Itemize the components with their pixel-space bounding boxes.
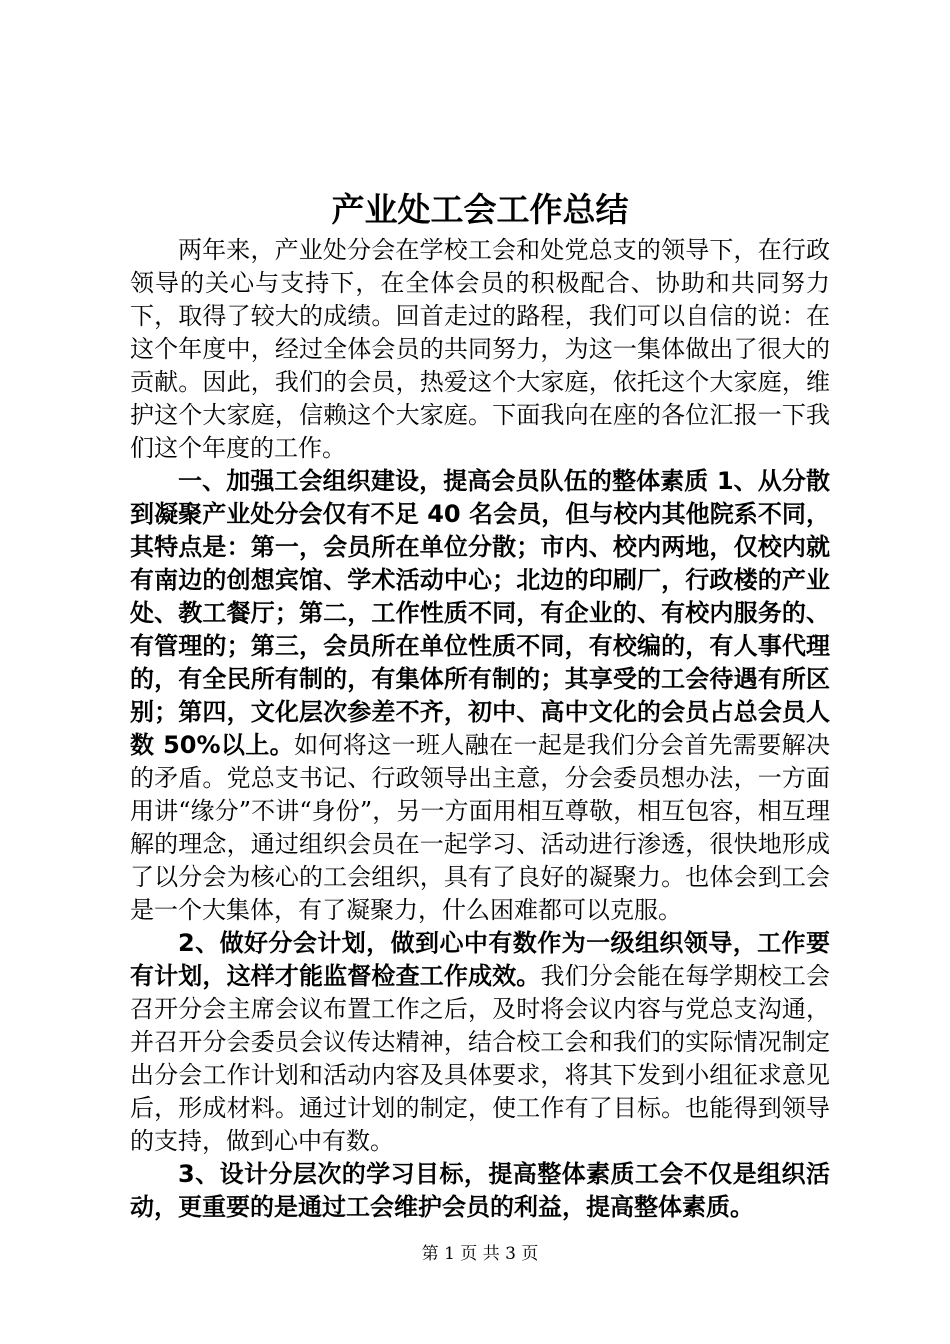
paragraph-text: 我们分会能在每学期校工会召开分会主席会议布置工作之后，及时将会议内容与党总支沟通，并召开分会委员会议传达精神，结合校工会和我们的实际情况制定出分会工作计划和活动内容及具体要求，将其下发到小组征求意见后，形成材料。通过计划的制定，使工作有了目标。也能得到领导的支持，做到心中有数。	[130, 962, 831, 1155]
paragraph-lead: 2、做好分会计划，做到心中有数作为一级组织领导，工作要有计划，这样才能监督检查工作成效。	[130, 929, 830, 990]
paragraph-lead: 3、设计分层次的学习目标，提高整体素质工会不仅是组织活动，更重要的是通过工会维护会员的利益，提高整体素质。	[130, 1160, 830, 1221]
paragraph-section-2	[130, 927, 830, 1158]
paragraph-text: 两年来，产业处分会在学校工会和处党总支的领导下，在行政领导的关心与支持下，在全体会员的积极配合、协助和共同努力下，取得了较大的成绩。回首走过的路程，我们可以自信的说：在这个年度中，经过全体会员的共同努力，为这一集体做出了很大的贡献。因此，我们的会员，热爱这个大家庭，依托这个大家庭，维护这个大家庭，信赖这个大家庭。下面我向在座的各位汇报一下我们这个年度的工作。	[130, 236, 830, 462]
paragraph-intro	[130, 234, 830, 465]
page-footer: 第 1 页 共 3 页	[421, 1244, 539, 1264]
document-body	[130, 234, 830, 1224]
paragraph-text: 如何将这一班人融在一起是我们分会首先需要解决的矛盾。党总支书记、行政领导出主意，分会委员想办法，一方面用讲“缘分”不讲“身份”，另一方面用相互尊敬，相互包容，相互理解的理念，通过组织会员在一起学习、活动进行渗透，很快地形成了以分会为核心的工会组织，具有了良好的凝聚力。也体会到工会是一个大集体，有了凝聚力，什么困难都可以克服。	[130, 731, 831, 924]
paragraph-section-3	[130, 1158, 830, 1224]
document-title: 产业处工会工作总结	[331, 190, 629, 229]
paragraph-section-1	[130, 465, 830, 927]
paragraph-lead: 一、加强工会组织建设，提高会员队伍的整体素质 1、从分散到凝聚产业处分会仅有不足 40 名会员，但与校内其他院系不同，其特点是：第一，会员所在单位分散；市内、校内两地，仅校内就有南边的创想宾馆、学术活动中心；北边的印刷厂，行政楼的产业处、教工餐厅；第二，工作性质不同，有企业的、有校内服务的、有管理的；第三，会员所在单位性质不同，有校编的，有人事代理的，有全民所有制的，有集体所有制的；其享受的工会待遇有所区别；第四，文化层次参差不齐，初中、高中文化的会员占总会员人数 50%以上。	[130, 467, 830, 759]
document-page	[130, 0, 830, 1344]
